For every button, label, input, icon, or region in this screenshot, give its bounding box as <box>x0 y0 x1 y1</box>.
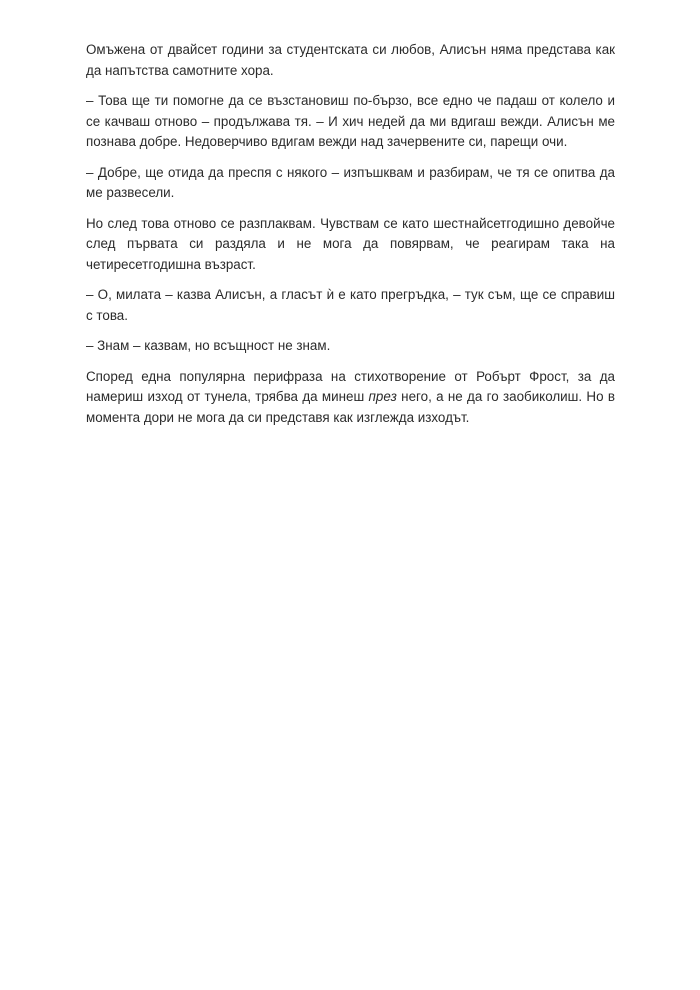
paragraph-5: – О, милата – казва Алисън, а гласът ѝ е като прегръдка, – тук съм, ще се справиш с това. <box>86 287 615 323</box>
paragraph-6: – Знам – казвам, но всъщност не знам. <box>86 338 331 353</box>
paragraph-7-start: Според една популярна перифраза на стихотворение от Робърт Фрост, за да намериш изход от тунела, трябва да минеш <box>86 368 615 404</box>
paragraph-3: – Добре, ще отида да преспя с някого – изпъшквам и разбирам, че тя се опитва да ме развесели. <box>86 164 615 200</box>
paragraph-7 <box>86 367 615 429</box>
paragraph-2: – Това ще ти помогне да се възстановиш по-бързо, все едно че падаш от колело и се качваш отново – продължава тя. – И хич недей да ми вдигаш вежди. Алисън ме познава добре. Недоверчиво вдигам вежди над зачервените си, парещи очи. <box>86 93 615 149</box>
paragraph-7-end: него, а не да го заобиколиш. Но в момента дори не мога да си представя как изглежда изходът. <box>86 389 615 425</box>
document-body <box>86 40 615 438</box>
paragraph-4: Но след това отново се разплаквам. Чувствам се като шестнайсетгодишно девойче след първата си раздяла и не мога да повярвам, че реагирам така на четиресетгодишна възраст. <box>86 215 615 272</box>
paragraph-7-emphasis: през <box>368 389 397 404</box>
paragraph-1: Омъжена от двайсет години за студентската си любов, Алисън няма представа как да напътства самотните хора. <box>86 42 615 78</box>
